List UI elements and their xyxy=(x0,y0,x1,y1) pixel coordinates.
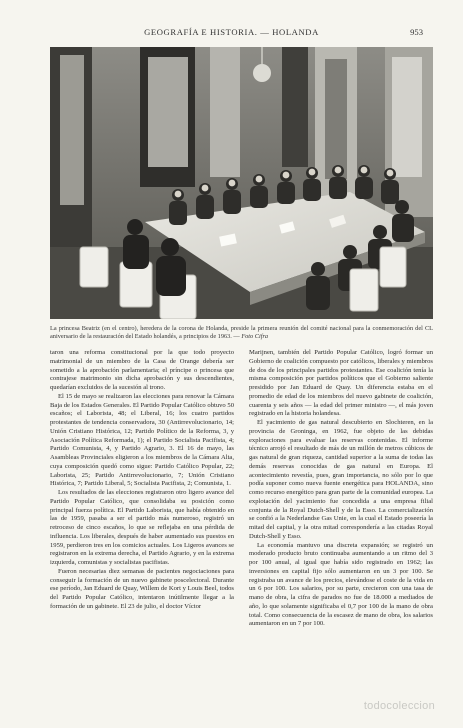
left-column xyxy=(50,349,234,612)
running-title: GEOGRAFÍA E HISTORIA. — HOLANDA xyxy=(144,27,319,37)
body-text xyxy=(50,349,433,671)
paragraph: El 15 de mayo se realizaron las elecciones para renovar la Cámara Baja de los Estados Generales. El Partido Popular Católico obtuvo 50 escaños; el Laborista, 48; el Liberal, 16; los cuatro partidos protestantes de tendencia conservadora, 30 (Antirrevolucionario, 14; Unión Cristiano Histórica, 12; Partido Político de la Reforma, 3, y Asociación Política Reformada, 1); el Partido Socialista Pacifista, 4; Partido Comunista, 4, y Partido Agrario, 3. El 16 de mayo, las Asambleas Provinciales eligieron a los miembros de la Cámara Alta, cuya composición quedó como sigue: Partido Católico Popular, 22; Laborista, 25; Partido Antirrevolucionario, 7; Unión Cristiano Histórica, 7; Partido Liberal, 5; Socialista Pacifista, 2; Comunista, 1. xyxy=(50,392,234,488)
right-column xyxy=(249,349,433,629)
paragraph: Los resultados de las elecciones registraron otro ligero avance del Partido Popular Católico, que consolidaba su posición como principal fuerza política. El Partido Laborista, que había obtenido en las de 1959, pasaba a ser el partido más numeroso, registró un retroceso de cinco escaños, lo que se reflejaba en una pérdida de influencia. Los liberales, después de haber aumentado sus puestos en 1959, perdieron tres en los comicios actuales. Los Ligeros avances se registraron en la extrema derecha, el Partido Agrario, y en la extrema izquierda, comunistas y socialistas pacifistas. xyxy=(50,489,234,566)
site-watermark: todocoleccion xyxy=(363,700,435,712)
running-header xyxy=(0,27,463,41)
paragraph: taron una reforma constitucional por la que todo proyecto matrimonial de un miembro de la Casa de Orange debería ser sometido a la aprobación parlamentaria; el príncipe o princesa que contrajese matrimonio sin dicha aprobación y sus descendientes, quedarían excluidos de la sucesión al trono. xyxy=(50,349,234,391)
paragraph: Fueron necesarias diez semanas de pacientes negociaciones para conseguir la formación de un nuevo gabinete poscelectoral. Durante ese período, Jan Eduard de Quay, Willem de Kort y Louis Beel, todos del Partido Popular Católico, intentaron inútilmente llegar a la formación de un gabinete. El 23 de julio, el doctor Víctor xyxy=(50,567,234,610)
paragraph: El yacimiento de gas natural descubierto en Slochteren, en la provincia de Groninga, en 1962, fue objeto de las debidas exploraciones para evaluar las reservas contenidas. El informe técnico arrojó el resultado de más de un millón de metros cúbicos de gas natural de gran riqueza, cantidad superior a la suma de todas las demás reservas conocidas de gas natural en Europa. El acontecimiento revestía, pues, gran importancia, no sólo por lo que podía suponer como nueva fuente energética para HOLANDA, sino como recurso energético para gran parte de la comunidad europea. La explotación del yacimiento fue concedida a una empresa filial conjunta de la Royal Dutch-Shell y de la Esso. La comercialización se confió a la Nederlandse Gas Unie, en la cual el Estado poseería la mitad del capital, y la otra mitad correspondería a las citadas Royal Dutch-Shell y Esso. xyxy=(249,419,433,540)
paragraph: La economía mantuvo una discreta expansión; se registró un moderado producto bruto continuaba aumentando a un ritmo del 3 por 100 anual, al igual que había sido registrado en 1962; las inversiones en capital fijo sólo aumentaron en un 3 por 100. Se registraba un avance de los precios, elevándose el coste de la vida en un 6 por 100. Los salarios, por su parte, crecieron con una tasa de mano de obra, la cifra de parados no fue de 18.000 a mediados de año, lo que solamente significaba el 0,7 por 100 de la mano de obra total. Como consecuencia de la escasez de mano de obra, los salarios aumentaron en un 7 por 100. xyxy=(249,541,433,628)
paragraph: Marijnen, también del Partido Popular Católico, logró formar un Gobierno de coalición compuesto por católicos, liberales y miembros de dos de los principales partidos protestantes. Ese coalición tenía la misma composición por partidos políticos que el Gobierno saliente presidido por Jan Eduard de Quay. Un diferencia estaba en el promedio de edad de los miembros del nuevo gabinete de coalición, cuarenta y seis años — la edad del primer ministro —, el más joven registrado en la historia holandesa. xyxy=(249,349,433,418)
page-number: 953 xyxy=(410,27,423,37)
photo-credit: Foto Cifra xyxy=(241,333,269,341)
caption-text: La princesa Beatriz (en el centro), heredera de la corona de Holanda, preside la primera reunión del comité nacional para la conmemoración del CL aniversario de la restauración del Estado holandés, a principios de 1963. xyxy=(50,325,433,341)
photo-caption: La princesa Beatriz (en el centro), heredera de la corona de Holanda, preside la primera reunión del comité nacional para la conmemoración del CL aniversario de la restauración del Estado holandés, a principios de 1963. — Foto Cifra xyxy=(50,325,433,341)
meeting-photograph xyxy=(50,47,433,319)
meeting-photograph-image xyxy=(50,47,433,319)
